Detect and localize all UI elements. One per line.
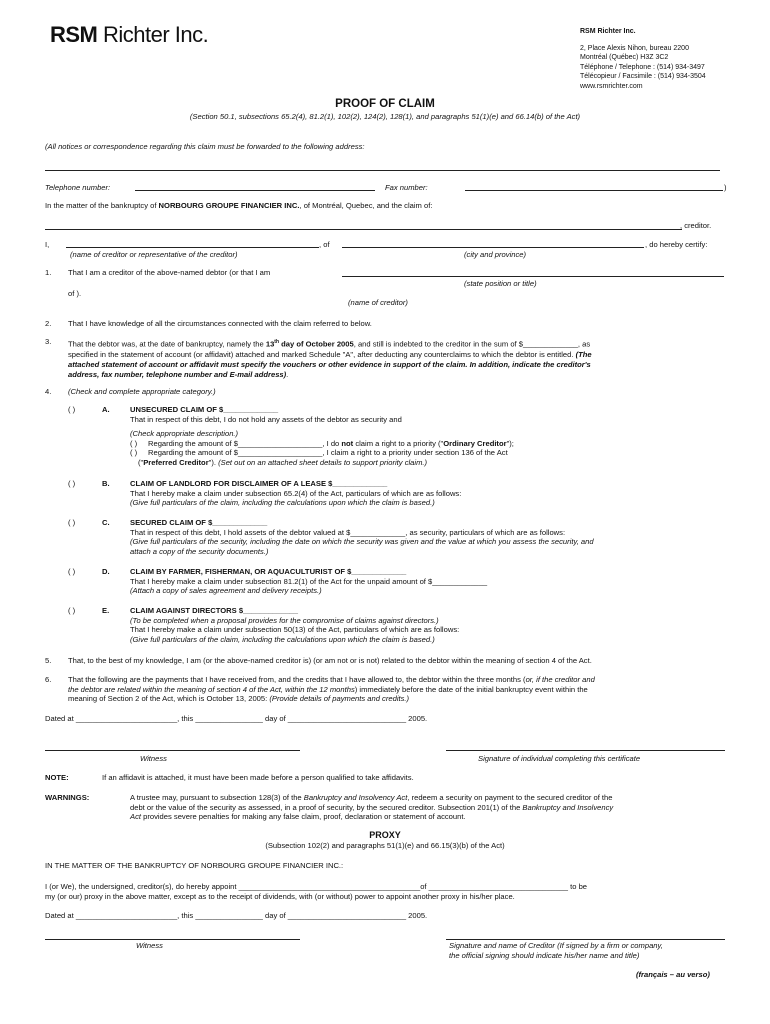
category-b-head: CLAIM OF LANDLORD FOR DISCLAIMER OF A LEASE xyxy=(130,479,327,488)
address-line-field[interactable] xyxy=(45,170,720,171)
creditor-name-caption: (name of creditor) xyxy=(348,298,408,307)
proxy-matter: IN THE MATTER OF THE BANKRUPTCY OF NORBOURG GROUPE FINANCIER INC.: xyxy=(45,861,344,870)
ordinary-creditor: Ordinary Creditor xyxy=(443,438,507,448)
warn-1a: A trustee may, pursuant to subsection 128(3) of the xyxy=(130,793,304,802)
category-b-line1: That I hereby make a claim under subsection 65.2(4) of the Act, particulars of which are as follows: xyxy=(130,488,462,498)
item3-line3: attached statement of account or affidavit must specify the vouchers or other evidence in support of the claim. In addition, indicate the creditor's xyxy=(68,359,591,369)
note-text: If an affidavit is attached, it must have been made before a person qualified to take affidavits. xyxy=(102,773,414,782)
option2-open: (" xyxy=(138,457,144,467)
category-c-block xyxy=(130,518,740,556)
name-field[interactable] xyxy=(66,247,319,248)
item-number: 6. xyxy=(45,675,52,684)
certify-text: , do hereby certify: xyxy=(645,240,708,249)
fax-field[interactable] xyxy=(465,190,723,191)
matter-post: , of Montréal, Quebec, and the claim of: xyxy=(299,201,433,210)
page-title: PROOF OF CLAIM xyxy=(335,98,435,110)
phone-field[interactable] xyxy=(135,190,375,191)
checkbox-a[interactable]: ( ) xyxy=(68,405,76,414)
category-letter: D. xyxy=(102,567,110,576)
preferred-checkbox[interactable]: ( ) xyxy=(130,448,138,458)
item6-c-italic: (Provide details of payments and credits.) xyxy=(269,694,410,704)
dated-line[interactable]: Dated at ________________________, this ________________ day of ____________________________ 2005. xyxy=(45,714,428,723)
category-letter: A. xyxy=(102,405,110,414)
day-suffix: th xyxy=(274,339,280,345)
ordinary-checkbox[interactable]: ( ) xyxy=(130,438,138,448)
company-name: RSM Richter Inc. xyxy=(580,28,636,35)
item1-text: That I am a creditor of the above-named debtor (or that I am xyxy=(68,268,271,277)
item6-c: meaning of Section 2 of the Act, which is October 13, 2005: xyxy=(68,694,270,704)
address-line: www.rsmrichter.com xyxy=(580,82,643,90)
item2-text: That I have knowledge of all the circumstances connected with the claim referred to below. xyxy=(68,319,372,328)
warn-1b: , redeem a security on payment to the secured creditor of the xyxy=(407,793,613,802)
category-e-line2: That I hereby make a claim under subsection 50(13) of the Act, particulars of which are as follows: xyxy=(130,625,460,635)
category-d-line2: (Attach a copy of sales agreement and delivery receipts.) xyxy=(130,586,322,596)
proxy-title: PROXY xyxy=(369,830,401,840)
creditor-suffix: , creditor. xyxy=(680,221,712,230)
check-instruction: (Check appropriate description.) xyxy=(130,429,239,439)
debtor-name: NORBOURG GROUPE FINANCIER INC. xyxy=(158,201,300,210)
category-d-amount[interactable]: $_____________ xyxy=(347,567,407,576)
bankruptcy-date: day of October 2005 xyxy=(279,339,354,349)
fax-close: ) xyxy=(724,183,727,192)
sig2-line2: the official signing should indicate his/her name and title) xyxy=(449,951,640,960)
checkbox-b[interactable]: ( ) xyxy=(68,479,76,488)
of-label: , of xyxy=(319,240,330,249)
address-line: Télécopieur / Facsimile : (514) 934-3504 xyxy=(580,73,706,80)
checkbox-c[interactable]: ( ) xyxy=(68,518,76,527)
item3-a: That the debtor was, at the date of bankruptcy, namely the xyxy=(68,339,266,349)
category-e-line3: (Give full particulars of the claim, including the calculations upon which the claim is based.) xyxy=(130,634,435,644)
creditor-field[interactable] xyxy=(45,229,682,230)
item6-a-italic: or, if the creditor and xyxy=(525,675,595,684)
proxy-line1[interactable]: I (or We), the undersigned, creditor(s), do hereby appoint ___________________________________________of _________________________________ to be xyxy=(45,882,588,891)
item6-a: That the following are the payments that I have received from, and the credits that I have allowed to, the debtor within the three months ( xyxy=(68,675,526,684)
category-a-block xyxy=(130,405,730,468)
witness-caption-2: Witness xyxy=(136,941,163,950)
warnings-label: WARNINGS: xyxy=(45,793,90,802)
warnings-text xyxy=(130,793,730,822)
witness-line[interactable] xyxy=(45,750,300,751)
preferred-creditor: Preferred Creditor xyxy=(143,457,209,467)
witness-line-2[interactable] xyxy=(45,939,300,940)
item4-text: (Check and complete appropriate category.) xyxy=(68,387,216,396)
category-letter: E. xyxy=(102,606,110,615)
item3-text xyxy=(68,337,728,380)
category-e-line1: (To be completed when a proposal provides for the compromise of claims against directors.) xyxy=(130,615,439,625)
category-letter: C. xyxy=(102,518,110,527)
category-c-amount[interactable]: $_____________ xyxy=(208,518,268,527)
french-version-link[interactable]: (français – au verso) xyxy=(636,970,710,979)
item-number: 4. xyxy=(45,387,52,396)
item3-line4: address, fax number, telephone number and E-mail address) xyxy=(68,369,287,379)
creditor-signature-line[interactable] xyxy=(446,939,725,940)
item-number: 1. xyxy=(45,268,52,277)
option2-a: Regarding the amount of $____________________, I claim a right to a priority under section 136 of the Act xyxy=(148,448,508,458)
category-b-line2: (Give full particulars of the claim, including the calculations upon which the claim is based.) xyxy=(130,498,435,508)
warn-2-italic: Bankruptcy and Insolvency xyxy=(522,802,614,812)
signature-line[interactable] xyxy=(446,750,725,751)
category-c-line1: That in respect of this debt, I hold assets of the debtor valued at $_____________, as security, particulars of which are as follows: xyxy=(130,527,566,537)
option1-not: not xyxy=(341,438,354,448)
warn-3-italic: Act xyxy=(130,812,141,822)
category-c-head: SECURED CLAIM OF xyxy=(130,518,206,527)
category-d-line1: That I hereby make a claim under subsection 81.2(1) of the Act for the unpaid amount of $_____________ xyxy=(130,576,488,586)
name-caption: (name of creditor or representative of the creditor) xyxy=(70,250,238,259)
item3-line2: specified in the statement of account (or affidavit) attached and marked Schedule "A", after deducting any counterclaims to which the debtor is entitled. xyxy=(68,349,576,359)
category-b-block xyxy=(130,479,730,508)
category-c-line2: (Give full particulars of the security, including the date on which the security was given and the value at which you assess the security, and xyxy=(130,537,594,547)
signature-caption: Signature of individual completing this certificate xyxy=(478,754,641,763)
category-a-amount[interactable]: $_____________ xyxy=(219,405,279,414)
category-a-line1: That in respect of this debt, I do not hold any assets of the debtor as security and xyxy=(130,414,402,424)
option1-b: claim a right to a priority (" xyxy=(353,438,444,448)
category-a-head: UNSECURED CLAIM OF xyxy=(130,405,217,414)
item3-b: , and still is indebted to the creditor in the sum of $_____________, as xyxy=(353,339,591,349)
category-e-head: CLAIM AGAINST DIRECTORS xyxy=(130,606,237,615)
item5-text: That, to the best of my knowledge, I am (or the above-named creditor is) (or am not or is not) related to the debtor within the meaning of section 4 of the Act. xyxy=(68,656,592,665)
matter-text xyxy=(45,201,432,210)
item6-text xyxy=(68,675,728,704)
category-d-block xyxy=(130,567,730,596)
option1-a: Regarding the amount of $____________________, I do xyxy=(148,438,342,448)
warn-2a: debt or the value of the security as assessed, in a proof of security, by the secured creditor. Subsection 201(1) of the xyxy=(130,802,523,812)
category-d-head: CLAIM BY FARMER, FISHERMAN, OR AQUACULTURIST OF xyxy=(130,567,346,576)
category-e-amount[interactable]: $_____________ xyxy=(238,606,299,615)
item6-b: ) immediately before the date of the initial bankruptcy event within the xyxy=(354,684,588,694)
address-line: Téléphone / Telephone : (514) 934-3497 xyxy=(580,63,705,71)
state-caption: (state position or title) xyxy=(464,279,537,288)
option2-note: (Set out on an attached sheet details to support priority claim.) xyxy=(218,457,428,467)
address-line: 2, Place Alexis Nihon, bureau 2200 xyxy=(580,44,689,52)
city-caption: (city and province) xyxy=(464,250,527,259)
fax-label: Fax number: xyxy=(385,183,428,192)
logo-rsm: RSM xyxy=(50,22,98,47)
item3-line4-end: . xyxy=(286,369,289,379)
warn-3b: provides severe penalties for making any false claim, proof, declaration or statement of account. xyxy=(140,812,466,822)
company-address xyxy=(580,27,706,91)
option2-close: "). xyxy=(208,457,219,467)
item6-b-italic: the debtor are related within the meaning of section 4 of the Act, within the 12 months xyxy=(68,684,355,694)
item-number: 3. xyxy=(45,337,52,346)
phone-label: Telephone number: xyxy=(45,183,111,192)
creditor-signature-caption xyxy=(449,941,663,961)
address-line: Montréal (Québec) H3Z 3C2 xyxy=(580,54,669,61)
subtitle: (Section 50.1, subsections 65.2(4), 81.2(1), 102(2), 124(2), 128(1), and paragraphs 51(1)(e) and 66.14(b) of the Act) xyxy=(189,112,581,121)
logo-richter: Richter Inc. xyxy=(97,22,209,47)
i-label: I, xyxy=(45,240,50,249)
checkbox-e[interactable]: ( ) xyxy=(68,606,76,615)
checkbox-d[interactable]: ( ) xyxy=(68,567,76,576)
notice-text: (All notices or correspondence regarding this claim must be forwarded to the following address: xyxy=(45,142,365,151)
note-label: NOTE: xyxy=(45,773,69,782)
item-number: 2. xyxy=(45,319,52,328)
bankruptcy-day: 13 xyxy=(265,339,275,349)
category-letter: B. xyxy=(102,479,110,488)
category-e-block xyxy=(130,606,730,644)
position-field[interactable] xyxy=(342,276,724,277)
sig2-line1: Signature and name of Creditor (If signed by a firm or company, xyxy=(449,941,663,950)
matter-pre: In the matter of the bankruptcy of xyxy=(45,201,159,210)
dated-line-2[interactable]: Dated at ________________________, this ________________ day of ____________________________ 2005. xyxy=(45,911,428,920)
witness-caption: Witness xyxy=(140,754,167,763)
proxy-subtitle: (Subsection 102(2) and paragraphs 51(1)(e) and 66.15(3)(b) of the Act) xyxy=(265,841,505,850)
category-b-amount[interactable]: $_____________ xyxy=(328,479,388,488)
option1-c: "); xyxy=(506,438,514,448)
city-field[interactable] xyxy=(342,247,644,248)
item1-of: of ). xyxy=(68,289,82,298)
category-c-line3: attach a copy of the security documents.) xyxy=(130,546,269,556)
item-number: 5. xyxy=(45,656,52,665)
item3-line2-bold: (The xyxy=(575,349,592,359)
company-logo xyxy=(50,22,208,48)
proxy-line2: my (or our) proxy in the above matter, except as to the receipt of dividends, with (or without) power to appoint another proxy in his/her place. xyxy=(45,892,515,901)
warn-1-italic: Bankruptcy and Insolvency Act xyxy=(303,793,408,802)
